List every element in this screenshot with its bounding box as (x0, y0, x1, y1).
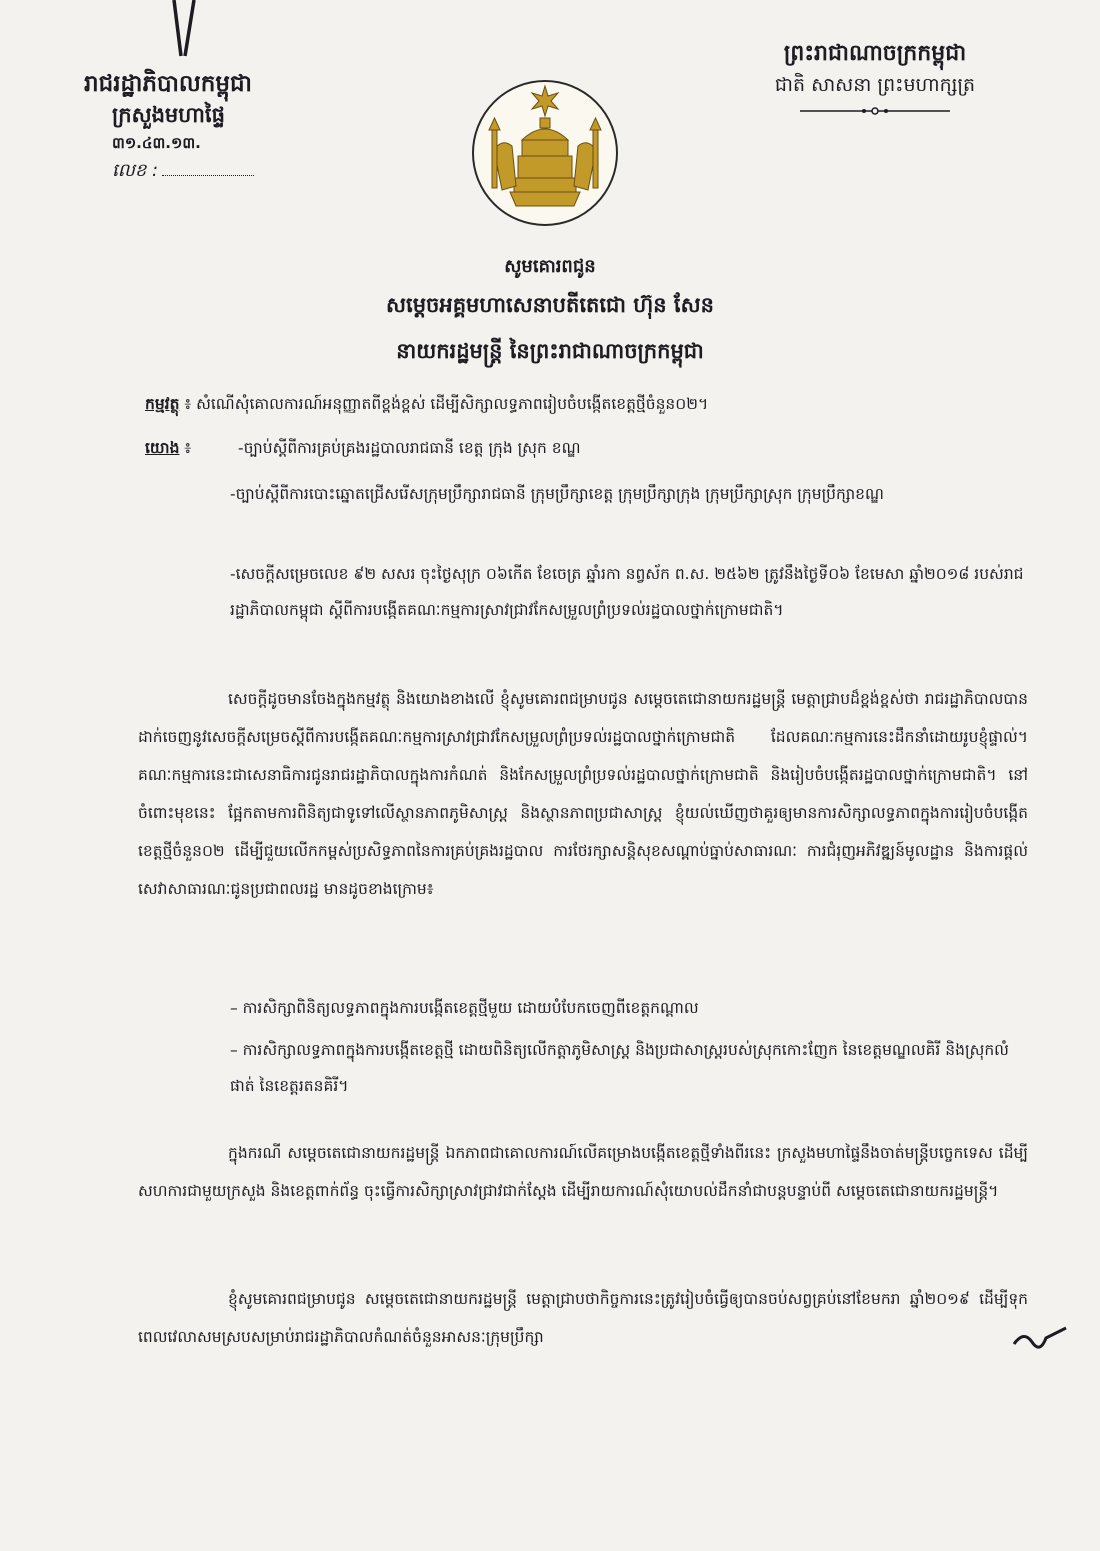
kingdom-header (725, 38, 1025, 120)
addressee-title: នាយករដ្ឋមន្ត្រី នៃព្រះរាជាណាចក្រកម្ពុជា (396, 339, 704, 363)
addressee-name: សម្តេចអគ្គមហាសេនាបតីតេជោ ហ៊ុន សែន (386, 293, 714, 317)
reference-label-row (145, 430, 235, 466)
reference-label: យោង (145, 439, 180, 457)
subject-text: សំណើសុំគោលការណ៍អនុញ្ញាតពីខ្ពង់ខ្ពស់ ដើម្បីសិក្សាលទ្ធភាពរៀបចំបង្កើតខេត្តថ្មីចំនួន០២។ (196, 395, 709, 413)
royal-emblem-icon (470, 78, 620, 228)
ornament-divider-icon (800, 106, 950, 116)
reference-item: -ច្បាប់ស្តីពីការបោះឆ្នោតជ្រើសរើសក្រុមប្រឹក្សារាជធានី ក្រុមប្រឹក្សាខេត្ត ក្រុមប្រឹក្សាក្រុង ក្រុមប្រឹក្សាស្រុក ក្រុមប្រឹក្សាខណ្ឌ (230, 485, 884, 503)
reference-number (112, 156, 314, 186)
ministry-header (84, 68, 314, 186)
reference-item: -ច្បាប់ស្តីពីការគ្រប់គ្រងរដ្ឋបាលរាជធានី ខេត្ត ក្រុង ស្រុក ខណ្ឌ (238, 439, 581, 457)
kingdom-name: ព្រះរាជាណាចក្រកម្ពុជា (783, 41, 967, 66)
government-name: រាជរដ្ឋាភិបាលកម្ពុជា (84, 71, 252, 97)
salutation: សូមគោរពជូន (504, 256, 596, 277)
reference-item: -សេចក្តីសម្រេចលេខ ៩២ សសរ ចុះថ្ងៃសុក្រ ០៦កើត ខែចេត្រ ឆ្នាំរកា នព្វស័ក ព.ស. ២៥៦២ ត្រូវនឹងថ្ងៃទី០៦ ខែមេសា ឆ្នាំ២០១៨ របស់រាជរដ្ឋាភិបាលកម្ពុជា ស្តីពីការបង្កើតគណៈកម្មការស្រាវជ្រាវកែសម្រួលព្រំប្រទល់រដ្ឋបាលថ្នាក់ក្រោមជាតិ។ (230, 565, 1024, 619)
body-paragraph: ខ្ញុំសូមគោរពជម្រាបជូន សម្តេចតេជោនាយករដ្ឋមន្ត្រី មេត្តាជ្រាបថាកិច្ចការនេះត្រូវរៀបចំធ្វើឲ្យបានចប់សព្វគ្រប់នៅខែមករា ឆ្នាំ២០១៩ ដើម្បីទុកពេលវេលាសមស្របសម្រាប់រាជរដ្ឋាភិបាលកំណត់ចំនួនអាសនៈក្រុមប្រឹក្សា (138, 1290, 1028, 1346)
national-motto: ជាតិ សាសនា ព្រះមហាក្សត្រ (774, 74, 976, 96)
continuation-mark-icon (1010, 1322, 1070, 1352)
subject-colon: ៖ (179, 395, 197, 413)
subject-row (145, 386, 1025, 422)
body-paragraph: ក្នុងករណី សម្តេចតេជោនាយករដ្ឋមន្ត្រី ឯកភាពជាគោលការណ៍លើគម្រោងបង្កើតខេត្តថ្មីទាំងពីរនេះ ក្រសួងមហាផ្ទៃនឹងចាត់មន្ត្រីបច្ចេកទេស ដើម្បីសហការជាមួយក្រសួង និងខេត្តពាក់ព័ន្ធ ចុះធ្វើការសិក្សាស្រាវជ្រាវជាក់ស្តែង ដើម្បីរាយការណ៍សុំយោបល់ដឹកនាំជាបន្តបន្ទាប់ពី សម្តេចតេជោនាយករដ្ឋមន្ត្រី។ (138, 1144, 1028, 1200)
reference-number-label: លេខ : (112, 160, 159, 181)
reference-number-blank (162, 175, 254, 176)
ministry-date: ៣១.៤៣.១៣. (112, 134, 201, 152)
ministry-name: ក្រសួងមហាផ្ទៃ (112, 103, 225, 127)
reference-colon: ៖ (179, 439, 192, 457)
bullet-item: – ការសិក្សាលទ្ធភាពក្នុងការបង្កើតខេត្តថ្មី ដោយពិនិត្យលើកត្តាភូមិសាស្ត្រ និងប្រជាសាស្ត្ររបស់ស្រុកកោះញែក នៃខេត្តមណ្ឌលគិរី និងស្រុកលំផាត់ នៃខេត្តរតនគិរី។ (230, 1041, 1009, 1095)
subject-label: កម្មវត្ថុ (145, 395, 180, 413)
body-paragraph: សេចក្តីដូចមានចែងក្នុងកម្មវត្ថុ និងយោងខាងលើ ខ្ញុំសូមគោរពជម្រាបជូន សម្តេចតេជោនាយករដ្ឋមន្ត្រី មេត្តាជ្រាបដ៏ខ្ពង់ខ្ពស់ថា រាជរដ្ឋាភិបាលបានដាក់ចេញនូវសេចក្តីសម្រេចស្តីពីការបង្កើតគណៈកម្មការស្រាវជ្រាវកែសម្រួលព្រំប្រទល់រដ្ឋបាលថ្នាក់ក្រោមជាតិ ដែលគណៈកម្មការនេះដឹកនាំដោយរូបខ្ញុំផ្ទាល់។ គណៈកម្មការនេះជាសេនាធិការជូនរាជរដ្ឋាភិបាលក្នុងការកំណត់ និងកែសម្រួលព្រំប្រទល់រដ្ឋបាលថ្នាក់ក្រោមជាតិ និងរៀបចំបង្កើតរដ្ឋបាលថ្នាក់ក្រោមជាតិ។ នៅចំពោះមុខនេះ ផ្អែកតាមការពិនិត្យជាទូទៅលើស្ថានភាពភូមិសាស្ត្រ និងស្ថានភាពប្រជាសាស្ត្រ ខ្ញុំយល់ឃើញថាគួរឲ្យមានការសិក្សាលទ្ធភាពក្នុងការរៀបចំបង្កើតខេត្តថ្មីចំនួន០២ ដើម្បីជួយលើកកម្ពស់ប្រសិទ្ធភាពនៃការគ្រប់គ្រងរដ្ឋបាល ការថែរក្សាសន្តិសុខសណ្តាប់ធ្នាប់សាធារណៈ ការជំរុញអភិវឌ្ឍន៍មូលដ្ឋាន និងការផ្តល់សេវាសាធារណៈជូនប្រជាពលរដ្ឋ មានដូចខាងក្រោម៖ (138, 690, 1028, 898)
ribbon-icon (170, 0, 198, 60)
bullet-item: – ការសិក្សាពិនិត្យលទ្ធភាពក្នុងការបង្កើតខេត្តថ្មីមួយ ដោយបំបែកចេញពីខេត្តកណ្តាល (230, 999, 699, 1017)
